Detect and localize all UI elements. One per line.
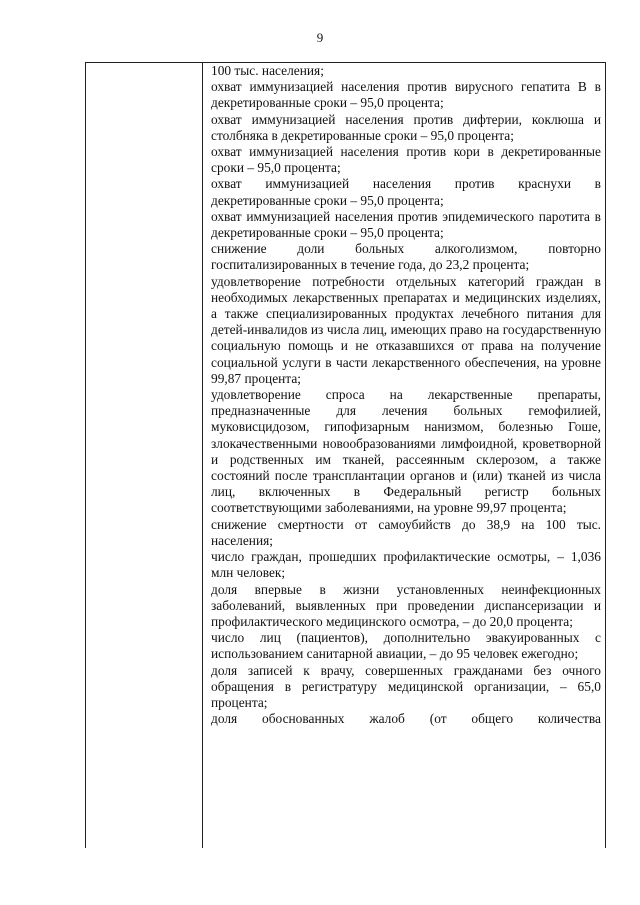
list-item: охват иммунизацией населения против краснухи в декретированные сроки – 95,0 процента; xyxy=(211,176,601,208)
table-left-cell xyxy=(86,63,203,848)
list-item: удовлетворение спроса на лекарственные препараты, предназначенные для лечения больных гемофилией, муковисцидозом, гипофизарным нанизмом, болезнью Гоше, злокачественными новообразованиями лимфоидной, кроветворной и родственных им тканей, рассеянным склерозом, а также состояний после трансплантации органов и (или) тканей из числа лиц, включенных в Федеральный регистр больных соответствующими заболеваниями, на уровне 99,97 процента; xyxy=(211,387,601,516)
list-item: доля записей к врачу, совершенных гражданами без очного обращения в регистратуру медицинской организации, – 65,0 процента; xyxy=(211,662,601,710)
list-item: охват иммунизацией населения против дифтерии, коклюша и столбняка в декретированные сроки – 95,0 процента; xyxy=(211,111,601,143)
page-number: 9 xyxy=(316,30,324,45)
table-right-cell xyxy=(203,63,605,848)
list-item: охват иммунизацией населения против кори в декретированные сроки – 95,0 процента; xyxy=(211,144,601,176)
document-table xyxy=(85,62,606,848)
list-item: снижение смертности от самоубийств до 38,9 на 100 тыс. населения; xyxy=(211,516,601,548)
list-item: охват иммунизацией населения против вирусного гепатита В в декретированные сроки – 95,0 процента; xyxy=(211,79,601,111)
list-item: 100 тыс. населения; xyxy=(211,63,324,78)
list-item: число лиц (пациентов), дополнительно эвакуированных с использованием санитарной авиации, – до 95 человек ежегодно; xyxy=(211,630,601,662)
list-item: удовлетворение потребности отдельных категорий граждан в необходимых лекарственных препаратах и медицинских изделиях, а также специализированных продуктах лечебного питания для детей-инвалидов из числа лиц, имеющих право на государственную социальную помощь и не отказавшихся от права на получение социальной услуги в части лекарственного обеспечения, на уровне 99,87 процента; xyxy=(211,273,601,386)
list-item: доля обоснованных жалоб (от общего количества xyxy=(211,711,601,727)
list-item: число граждан, прошедших профилактические осмотры, – 1,036 млн человек; xyxy=(211,549,601,581)
list-item: снижение доли больных алкоголизмом, повторно госпитализированных в течение года, до 23,2 процента; xyxy=(211,241,601,273)
list-item: доля впервые в жизни установленных неинфекционных заболеваний, выявленных при проведении диспансеризации и профилактического медицинского осмотра, – до 20,0 процента; xyxy=(211,581,601,629)
list-item: охват иммунизацией населения против эпидемического паротита в декретированные сроки – 95,0 процента; xyxy=(211,208,601,241)
